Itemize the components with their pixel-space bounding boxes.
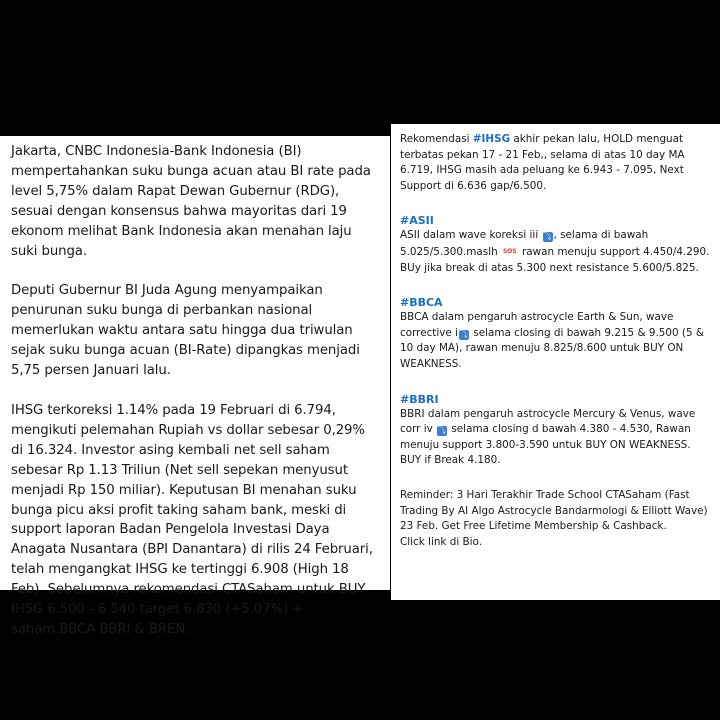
asii-text-a: ASII dalam wave koreksi iii [400, 229, 542, 242]
bbca-text [400, 310, 714, 372]
reminder-text: Reminder: 3 Hari Terakhir Trade School CTASaham (Fast Trading By AI Algo Astrocycle Bandarmologi & Elliott Wave) 23 Feb. Get Free Lifetime Membership & Cashback. [400, 488, 708, 533]
bbca-text-a: BBCA dalam pengaruh astrocycle Earth & Sun, wave corrective i [400, 311, 674, 339]
down-arrow-icon: ⤵ [543, 232, 552, 242]
click-link-text[interactable]: Click link di Bio. [400, 535, 483, 548]
bbca-hashtag[interactable]: #BBCA [400, 296, 443, 310]
asii-text [400, 228, 714, 276]
left-news-panel [0, 136, 390, 637]
asii-section [400, 213, 714, 276]
asii-hashtag[interactable]: #ASII [400, 214, 434, 228]
down-arrow-icon: ⤵ [460, 329, 469, 339]
right-recommendation-panel [391, 124, 720, 600]
news-paragraph-3: IHSG terkoreksi 1.14% pada 19 Februari di 6.794, mengikuti pelemahan Rupiah vs dollar sebesar 0,29% di 16.324. Investor asing kembali net sell saham sebesar Rp 1.13 Triliun (Net sell sepekan menyusut menjadi Rp 150 miliar). Keputusan BI menahan suku bunga picu aksi profit taking saham bank, meski di support laporan Badan Pengelola Investasi Daya Anagata Nusantara (BPI Danantara) di rilis 24 Februari, telah mengangkat IHSG ke tertinggi 6.908 (High 18 Feb). Sebelumnya rekomendasi CTASaham untuk BUY IHSG 6.500 - 6 540 target 6.830 (+5.07%) + saham.BBCA BBRI & BREN. [11, 402, 373, 637]
sos-icon: SOS [502, 247, 517, 255]
bbri-text-b: selama closing d bawah 4.380 - 4.530, Rawan menuju support 3.800-3.590 untuk BUY ON WEAKNESS. BUY if Break 4.180. [400, 423, 691, 467]
bbri-section [400, 392, 714, 469]
bbri-text-a: BBRI dalam pengaruh astrocycle Mercury & Venus, wave corr iv [400, 407, 696, 436]
bbca-text-b: selama closing di bawah 9.215 & 9.500 (5 & 10 day MA), rawan menuju 8.825/8.600 untuk BUY ON WEAKNESS. [400, 326, 704, 370]
ihsg-prefix: Rekomendasi [400, 133, 473, 145]
ihsg-body: akhir pekan lalu, HOLD menguat terbatas pekan 17 - 21 Feb,, selama di atas 10 day MA 6.719, IHSG masih ada peluang ke 6.943 - 7.095, Next Support di 6.636 gap/6.500. [400, 133, 685, 192]
bbri-text [400, 407, 714, 469]
news-paragraph-2: Deputi Gubernur BI Juda Agung menyampaikan penurunan suku bunga di perbankan nasional memerlukan waktu antara satu hingga dua triwulan sejak suku bunga acuan (BI-Rate) dipangkas menjadi 5,75 persen Januari lalu. [11, 283, 360, 379]
reminder-section [400, 488, 714, 550]
bbca-section [400, 295, 714, 372]
news-paragraph-1: Jakarta, CNBC Indonesia-Bank Indonesia (BI) mempertahankan suku bunga acuan atau BI rate pada level 5,75% dalam Rapat Dewan Gubernur (RDG), sesuai dengan konsensus bahwa mayoritas dari 19 ekonom melihat Bank Indonesia akan menahan laju suki bunga. [11, 144, 371, 259]
down-arrow-icon: ⤵ [438, 426, 447, 436]
ihsg-section [400, 132, 714, 194]
asii-text-b: , selama di bawah 5.025/5.300.maslh [400, 229, 649, 258]
ihsg-text [400, 132, 714, 194]
asii-text-c: rawan menuju support 4.450/4.290. BUy jika break di atas 5.300 next resistance 5.600/5.825. [400, 245, 710, 274]
ihsg-hashtag[interactable]: #IHSG [472, 133, 511, 145]
bbri-hashtag[interactable]: #BBRI [400, 392, 439, 406]
